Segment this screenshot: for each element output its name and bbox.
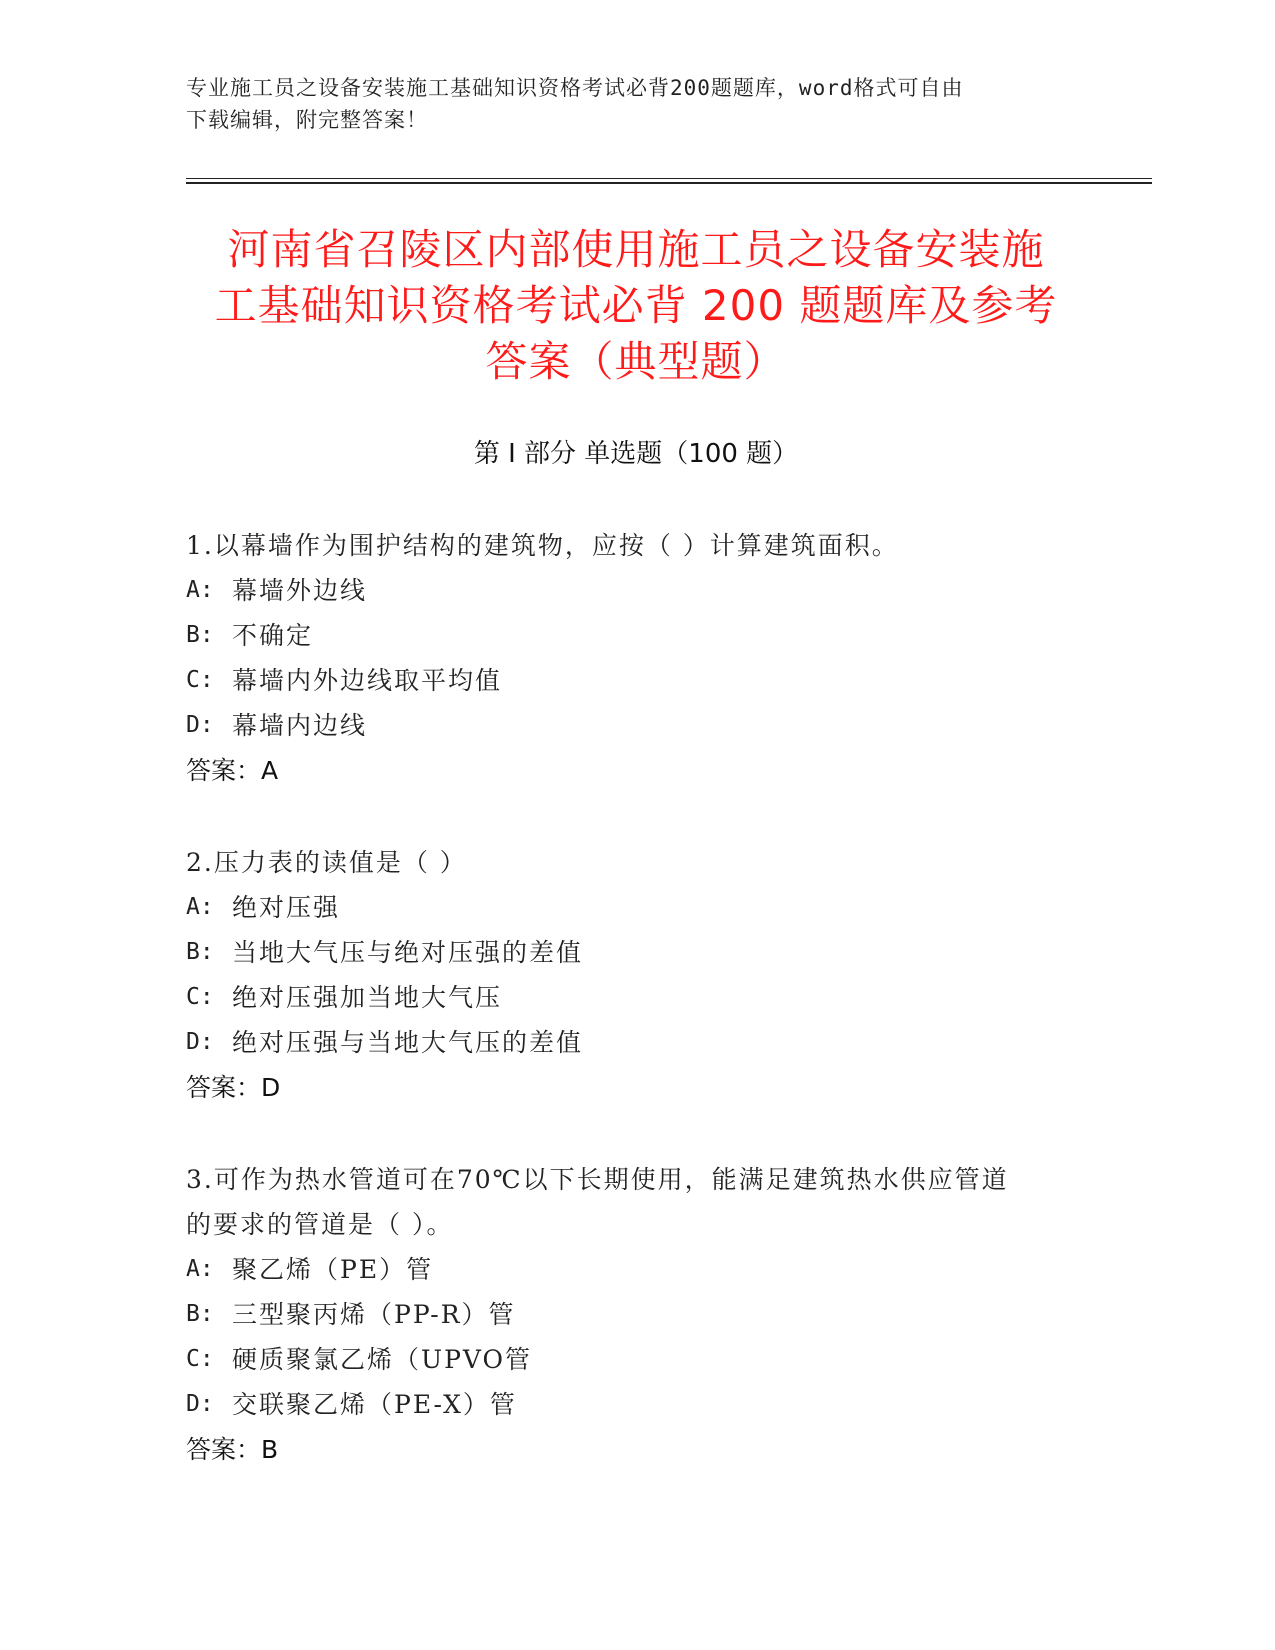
option-text: 不确定 (232, 621, 314, 650)
header-divider-thick (186, 182, 1152, 184)
header-note-line-2: 下载编辑，附完整答案！ (186, 108, 428, 132)
question-2 (186, 840, 1086, 1110)
header-note-line-1: 专业施工员之设备安装施工基础知识资格考试必背200题题库，word格式可自由 (186, 76, 964, 100)
option-d (186, 1382, 1086, 1427)
option-text: 交联聚乙烯（PE-X）管 (232, 1390, 517, 1419)
option-letter: C: (186, 984, 214, 1010)
option-letter: D: (186, 712, 214, 738)
document-title-line-1: 河南省召陵区内部使用施工员之设备安装施 (227, 225, 1045, 274)
document-title-line-2: 工基础知识资格考试必背 200 题题库及参考 (214, 281, 1058, 330)
option-text: 幕墙内外边线取平均值 (232, 666, 503, 695)
option-text: 硬质聚氯乙烯（UPVO管 (232, 1345, 533, 1374)
question-stem-line-2: 的要求的管道是（ ）。 (186, 1210, 454, 1239)
document-title-line-3: 答案（典型题） (485, 337, 787, 386)
option-letter: D: (186, 1029, 214, 1055)
option-text: 幕墙内边线 (232, 711, 368, 740)
option-b (186, 613, 1086, 658)
option-text: 幕墙外边线 (232, 576, 368, 605)
question-3 (186, 1157, 1086, 1472)
option-text: 聚乙烯（PE）管 (232, 1255, 434, 1284)
option-letter: C: (186, 1346, 214, 1372)
option-letter: A: (186, 577, 214, 603)
option-letter: C: (186, 667, 214, 693)
answer-key: 答案：B (186, 1435, 279, 1464)
option-a (186, 568, 1086, 613)
option-text: 当地大气压与绝对压强的差值 (232, 938, 584, 967)
header-note (186, 72, 1086, 136)
option-b (186, 1292, 1086, 1337)
option-c (186, 1337, 1086, 1382)
option-c (186, 975, 1086, 1020)
question-stem-line-1: 3.可作为热水管道可在70℃以下长期使用，能满足建筑热水供应管道 (186, 1165, 1009, 1194)
option-letter: B: (186, 1301, 214, 1327)
option-a (186, 885, 1086, 930)
option-text: 绝对压强加当地大气压 (232, 983, 503, 1012)
option-letter: A: (186, 1256, 214, 1282)
question-stem: 2.压力表的读值是（ ） (186, 848, 467, 877)
option-c (186, 658, 1086, 703)
option-letter: B: (186, 622, 214, 648)
option-letter: A: (186, 894, 214, 920)
option-d (186, 703, 1086, 748)
option-text: 绝对压强与当地大气压的差值 (232, 1028, 584, 1057)
option-letter: B: (186, 939, 214, 965)
option-text: 三型聚丙烯（PP-R）管 (232, 1300, 516, 1329)
option-a (186, 1247, 1086, 1292)
header-divider-thin (186, 178, 1152, 179)
question-1 (186, 523, 1086, 793)
option-d (186, 1020, 1086, 1065)
option-letter: D: (186, 1391, 214, 1417)
option-text: 绝对压强 (232, 893, 341, 922)
answer-key: 答案：D (186, 1073, 281, 1102)
document-title (186, 222, 1086, 390)
answer-key: 答案：A (186, 756, 279, 785)
section-heading: 第 I 部分 单选题（100 题） (473, 439, 799, 469)
question-stem: 1.以幕墙作为围护结构的建筑物，应按（ ）计算建筑面积。 (186, 531, 899, 560)
option-b (186, 930, 1086, 975)
